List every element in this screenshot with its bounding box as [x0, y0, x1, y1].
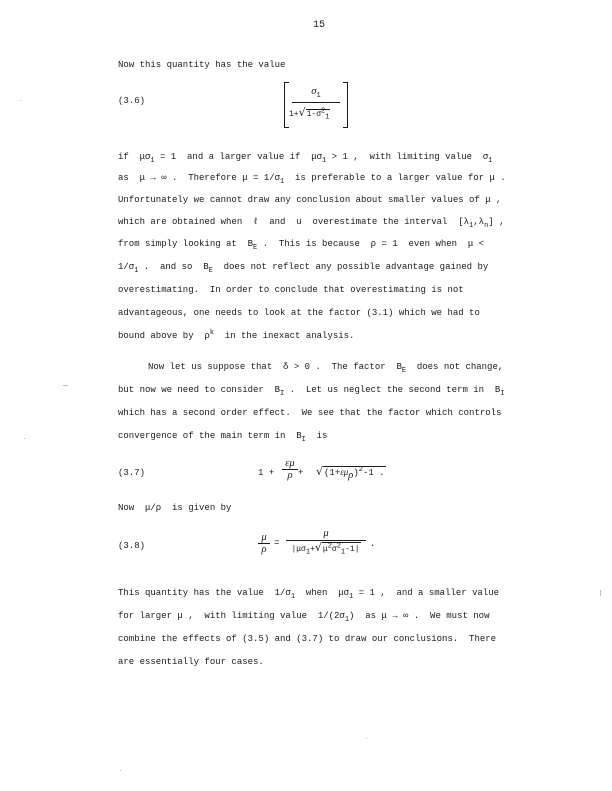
p1-line8: advantageous, one needs to look at the factor (3.1) which we had to [118, 308, 480, 318]
eq37-formula: 1 + εμ ρ + $√(1+\varepsilon\mu_\rho)^2-1$ . [258, 458, 385, 481]
p3-line3: combine the effects of (3.5) and (3.7) to draw our conclusions. There [118, 634, 497, 644]
scan-speck [63, 385, 68, 386]
p1-line5: from simply looking at $B_E$ . This is because ρ = 1 even when μ < [118, 239, 485, 252]
scan-speck [366, 738, 367, 739]
p1-line4: which are obtained when ℓ and u overestimate the interval $[\lambda_1,\lambda_n]$ , [118, 217, 505, 230]
p2-line3: which has a second order effect. We see that the factor which controls [118, 408, 502, 418]
p1-line2: as μ → ∞ . Therefore $\mu = 1/\sigma_1$ is preferable to a larger value for μ . [118, 173, 506, 186]
eq38-formula: μ ρ = μ $|\mu\sigma_1+√\mu^2\sigma^2_1-1|$ . [258, 528, 388, 568]
p3-line1: This quantity has the value $1/\sigma_1$ when $\mu\sigma_1 = 1$ , and a smaller value [118, 588, 500, 601]
p1-line3: Unfortunately we cannot draw any conclusion about smaller values of μ , [118, 195, 502, 205]
p2-line4: convergence of the main term in $B_I$ is [118, 431, 328, 444]
scan-speck [20, 100, 21, 101]
eq37-label: (3.7) [118, 468, 146, 478]
eq36-formula: $\sigma_1$ $1+√1-\sigma^2_1$ [284, 82, 348, 132]
p2-line2: but now we need to consider $B_I$ . Let us neglect the second term in $B_I$ [118, 385, 505, 398]
eq36-label: (3.6) [118, 96, 146, 106]
p1-line9: bound above by $\rho^k$ in the inexact analysis. [118, 329, 355, 341]
eq38-label: (3.8) [118, 541, 146, 551]
page-number: 15 [313, 20, 326, 31]
p2-line1: Now let us suppose that δ > 0 . The factor $B_E$ does not change, [148, 362, 504, 375]
scan-speck [24, 438, 25, 439]
p1-line7: overestimating. In order to conclude that overestimating is not [118, 285, 464, 295]
p1-line1: if $\mu\sigma_1 = 1$ and a larger value if $\mu\sigma_1 > 1$ , with limiting value $\sigma_1$ [118, 152, 493, 165]
now-line: Now μ/ρ is given by [118, 503, 232, 513]
p3-line4: are essentially four cases. [118, 657, 264, 667]
scan-speck [600, 590, 601, 596]
p3-line2: for larger μ , with limiting value $1/(2\sigma_1)$ as μ → ∞ . We must now [118, 611, 490, 624]
intro-line: Now this quantity has the value [118, 60, 286, 70]
scan-speck [120, 770, 121, 771]
p1-line6: $1/\sigma_1$ . and so $B_E$ does not reflect any possible advantage gained by [118, 262, 489, 275]
